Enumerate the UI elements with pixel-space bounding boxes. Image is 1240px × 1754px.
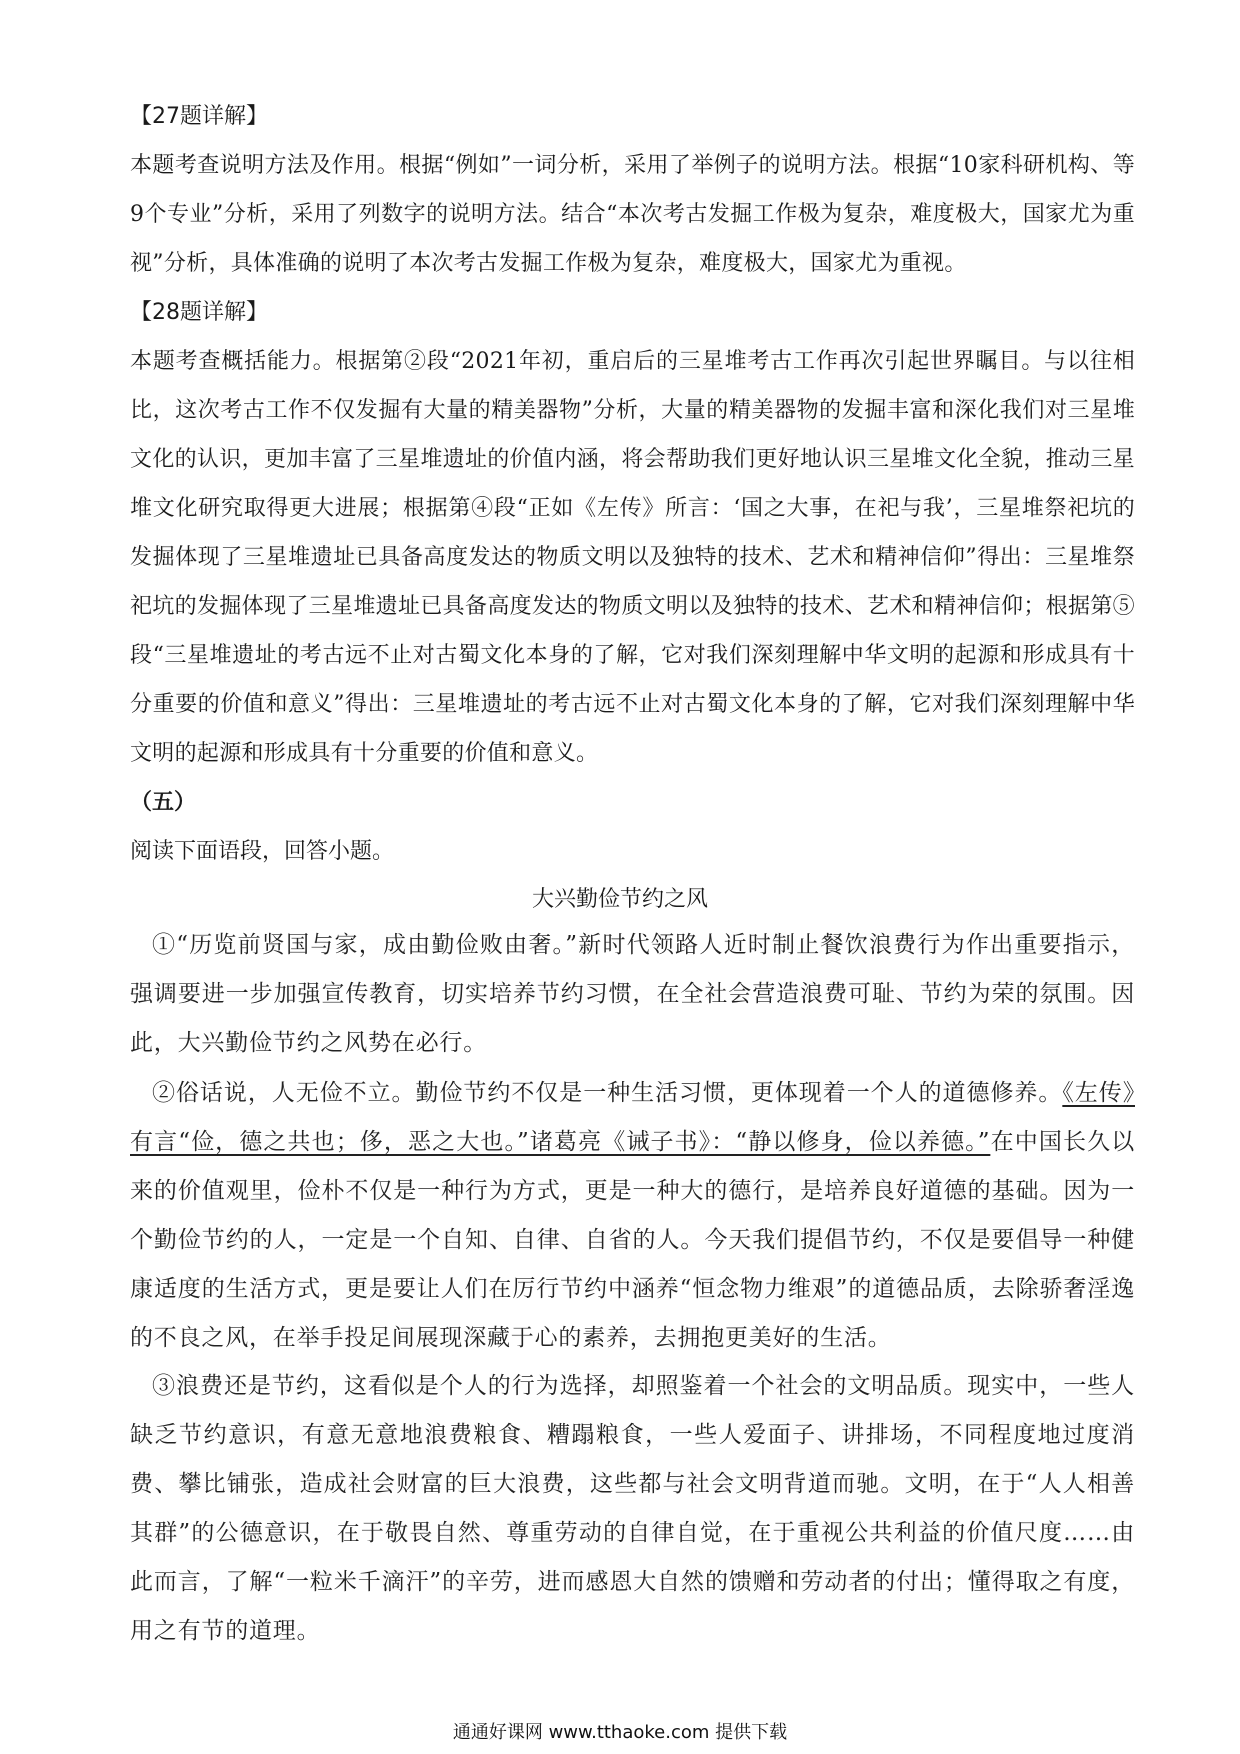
essay-paragraph-1: ①“历览前贤国与家，成由勤俭败由奢。”新时代领路人近时制止餐饮浪费行为作出重要指示，强调要进一步加强宣传教育，切实培养节约习惯，在全社会营造浪费可耻、节约为荣的氛围。因此，大兴勤俭节约之风势在必行。	[130, 932, 1135, 1056]
q27-heading: 【27题详解】	[130, 104, 268, 129]
essay-paragraph-2-text-b: 在中国长久以来的价值观里，俭朴不仅是一种行为方式，更是一种大的德行，是培养良好道德的基础。因为一个勤俭节约的人，一定是一个自知、自律、自省的人。今天我们提倡节约，不仅是要倡导一种健康适度的生活方式，更是要让人们在厉行节约中涵养“恒念物力维艰”的道德品质，去除骄奢淫逸的不良之风，在举手投足间展现深藏于心的素养，去拥抱更美好的生活。	[130, 1129, 1135, 1351]
essay-paragraph-3: ③浪费还是节约，这看似是个人的行为选择，却照鉴着一个社会的文明品质。现实中，一些人缺乏节约意识，有意无意地浪费粮食、糟蹋粮食，一些人爱面子、讲排场，不同程度地过度消费、攀比铺张，造成社会财富的巨大浪费，这些都与社会文明背道而驰。文明，在于“人人相善其群”的公德意识，在于敬畏自然、尊重劳动的自律自觉，在于重视公共利益的价值尺度……由此而言，了解“一粒米千滴汗”的辛劳，进而感恩大自然的馈赠和劳动者的付出；懂得取之有度，用之有节的道理。	[130, 1373, 1135, 1644]
q27-explanation: 本题考查说明方法及作用。根据“例如”一词分析，采用了举例子的说明方法。根据“10家科研机构、等9个专业”分析，采用了列数字的说明方法。结合“本次考古发掘工作极为复杂，难度极大，国家尤为重视”分析，具体准确的说明了本次考古发掘工作极为复杂，难度极大，国家尤为重视。	[130, 153, 1135, 276]
q28-heading: 【28题详解】	[130, 300, 268, 325]
section-five-heading: （五）	[130, 790, 197, 815]
essay-paragraph-2-text-a: ②俗话说，人无俭不立。勤俭节约不仅是一种生活习惯，更体现着一个人的道德修养。	[152, 1080, 1063, 1106]
footer-source: 通通好课网 www.tthaoke.com 提供下载	[452, 1722, 788, 1743]
essay-paragraph-2	[130, 1069, 1135, 1363]
q28-explanation: 本题考查概括能力。根据第②段“2021年初，重启后的三星堆考古工作再次引起世界瞩目。与以往相比，这次考古工作不仅发掘有大量的精美器物”分析，大量的精美器物的发掘丰富和深化我们对三星堆文化的认识，更加丰富了三星堆遗址的价值内涵，将会帮助我们更好地认识三星堆文化全貌，推动三星堆文化研究取得更大进展；根据第④段“正如《左传》所言：‘国之大事，在祀与我’，三星堆祭祀坑的发掘体现了三星堆遗址已具备高度发达的物质文明以及独特的技术、艺术和精神信仰”得出：三星堆祭祀坑的发掘体现了三星堆遗址已具备高度发达的物质文明以及独特的技术、艺术和精神信仰；根据第⑤段“三星堆遗址的考古远不止对古蜀文化本身的了解，它对我们深刻理解中华文明的起源和形成具有十分重要的价值和意义”得出：三星堆遗址的考古远不止对古蜀文化本身的了解，它对我们深刻理解中华文明的起源和形成具有十分重要的价值和意义。	[130, 349, 1135, 766]
reading-instruction: 阅读下面语段，回答小题。	[130, 839, 395, 864]
passage-title: 大兴勤俭节约之风	[531, 887, 708, 912]
underlined-quotation: 《左传》有言“俭，德之共也；侈，恶之大也。”诸葛亮《诫子书》：“静以修身，俭以养德。”	[130, 1080, 1135, 1155]
